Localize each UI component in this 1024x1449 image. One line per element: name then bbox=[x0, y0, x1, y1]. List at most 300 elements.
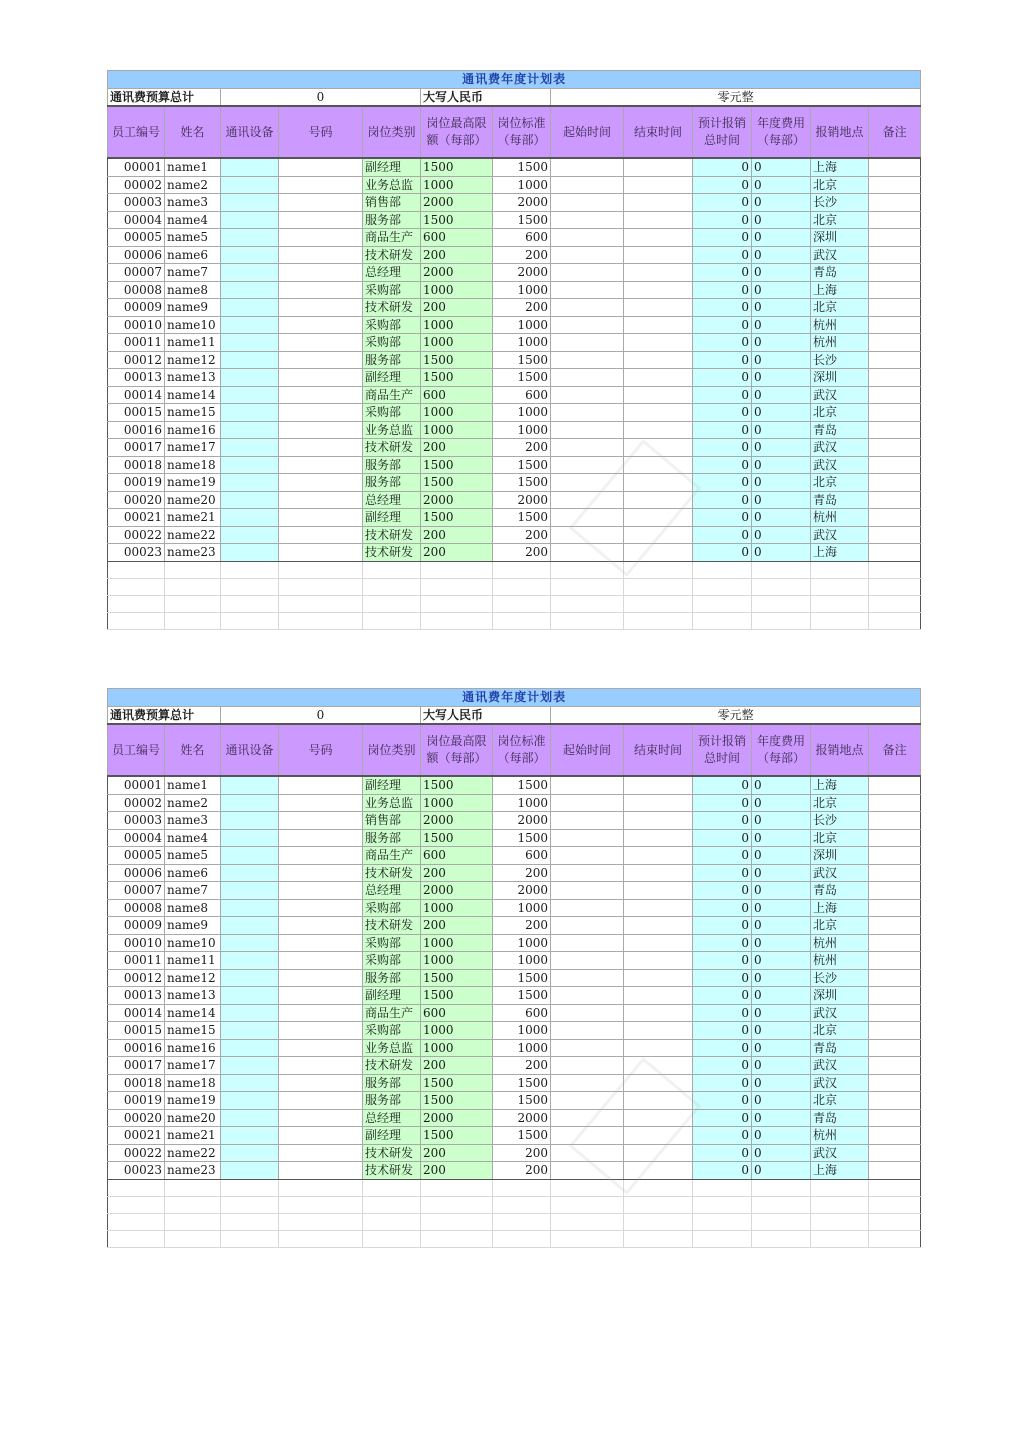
cell-max-limit[interactable]: 600 bbox=[421, 1004, 493, 1022]
cell-name[interactable]: name18 bbox=[165, 456, 221, 474]
cell-max-limit[interactable]: 1000 bbox=[421, 934, 493, 952]
cell-number[interactable] bbox=[279, 456, 363, 474]
blank-cell[interactable] bbox=[165, 1230, 221, 1247]
blank-cell[interactable] bbox=[869, 595, 921, 612]
blank-cell[interactable] bbox=[752, 612, 811, 629]
cell-employee-id[interactable]: 00021 bbox=[108, 509, 165, 527]
cell-total-time[interactable]: 0 bbox=[693, 1162, 752, 1180]
cell-end-time[interactable] bbox=[624, 794, 693, 812]
cell-max-limit[interactable]: 200 bbox=[421, 299, 493, 317]
cell-start-time[interactable] bbox=[551, 1162, 624, 1180]
cell-start-time[interactable] bbox=[551, 882, 624, 900]
cell-number[interactable] bbox=[279, 334, 363, 352]
cell-annual-fee[interactable]: 0 bbox=[752, 526, 811, 544]
cell-device[interactable] bbox=[221, 299, 279, 317]
cell-category[interactable]: 采购部 bbox=[363, 934, 421, 952]
cell-max-limit[interactable]: 1000 bbox=[421, 899, 493, 917]
blank-cell[interactable] bbox=[693, 1196, 752, 1213]
cell-device[interactable] bbox=[221, 1144, 279, 1162]
cell-end-time[interactable] bbox=[624, 404, 693, 422]
cell-total-time[interactable]: 0 bbox=[693, 794, 752, 812]
cell-number[interactable] bbox=[279, 864, 363, 882]
blank-cell[interactable] bbox=[165, 1179, 221, 1196]
cell-annual-fee[interactable]: 0 bbox=[752, 1127, 811, 1145]
cell-category[interactable]: 技术研发 bbox=[363, 299, 421, 317]
cell-max-limit[interactable]: 200 bbox=[421, 526, 493, 544]
cell-name[interactable]: name8 bbox=[165, 899, 221, 917]
cell-number[interactable] bbox=[279, 404, 363, 422]
cell-device[interactable] bbox=[221, 439, 279, 457]
cell-employee-id[interactable]: 00012 bbox=[108, 351, 165, 369]
cell-annual-fee[interactable]: 0 bbox=[752, 1162, 811, 1180]
cell-number[interactable] bbox=[279, 229, 363, 247]
cell-employee-id[interactable]: 00016 bbox=[108, 1039, 165, 1057]
cell-start-time[interactable] bbox=[551, 794, 624, 812]
cell-device[interactable] bbox=[221, 369, 279, 387]
blank-cell[interactable] bbox=[551, 1230, 624, 1247]
cell-category[interactable]: 服务部 bbox=[363, 969, 421, 987]
cell-name[interactable]: name4 bbox=[165, 829, 221, 847]
cell-max-limit[interactable]: 2000 bbox=[421, 491, 493, 509]
cell-annual-fee[interactable]: 0 bbox=[752, 474, 811, 492]
cell-device[interactable] bbox=[221, 1039, 279, 1057]
cell-max-limit[interactable]: 600 bbox=[421, 847, 493, 865]
cell-annual-fee[interactable]: 0 bbox=[752, 194, 811, 212]
cell-device[interactable] bbox=[221, 544, 279, 562]
cell-number[interactable] bbox=[279, 526, 363, 544]
cell-max-limit[interactable]: 200 bbox=[421, 1162, 493, 1180]
cell-remarks[interactable] bbox=[869, 246, 921, 264]
blank-cell[interactable] bbox=[165, 578, 221, 595]
cell-total-time[interactable]: 0 bbox=[693, 229, 752, 247]
cell-annual-fee[interactable]: 0 bbox=[752, 864, 811, 882]
blank-cell[interactable] bbox=[421, 561, 493, 578]
cell-employee-id[interactable]: 00022 bbox=[108, 526, 165, 544]
cell-end-time[interactable] bbox=[624, 176, 693, 194]
cell-start-time[interactable] bbox=[551, 316, 624, 334]
cell-category[interactable]: 技术研发 bbox=[363, 439, 421, 457]
cell-employee-id[interactable]: 00002 bbox=[108, 176, 165, 194]
cell-total-time[interactable]: 0 bbox=[693, 899, 752, 917]
blank-cell[interactable] bbox=[493, 612, 551, 629]
cell-location[interactable]: 青岛 bbox=[811, 1039, 869, 1057]
cell-name[interactable]: name15 bbox=[165, 1022, 221, 1040]
cell-remarks[interactable] bbox=[869, 987, 921, 1005]
cell-total-time[interactable]: 0 bbox=[693, 882, 752, 900]
cell-name[interactable]: name9 bbox=[165, 299, 221, 317]
cell-total-time[interactable]: 0 bbox=[693, 969, 752, 987]
cell-number[interactable] bbox=[279, 969, 363, 987]
cell-annual-fee[interactable]: 0 bbox=[752, 794, 811, 812]
blank-cell[interactable] bbox=[693, 612, 752, 629]
cell-end-time[interactable] bbox=[624, 544, 693, 562]
cell-total-time[interactable]: 0 bbox=[693, 194, 752, 212]
cell-device[interactable] bbox=[221, 917, 279, 935]
cell-category[interactable]: 技术研发 bbox=[363, 1144, 421, 1162]
cell-end-time[interactable] bbox=[624, 509, 693, 527]
cell-annual-fee[interactable]: 0 bbox=[752, 969, 811, 987]
cell-start-time[interactable] bbox=[551, 952, 624, 970]
cell-location[interactable]: 武汉 bbox=[811, 386, 869, 404]
cell-start-time[interactable] bbox=[551, 934, 624, 952]
cell-remarks[interactable] bbox=[869, 211, 921, 229]
blank-cell[interactable] bbox=[869, 578, 921, 595]
cell-max-limit[interactable]: 1500 bbox=[421, 776, 493, 794]
cell-name[interactable]: name22 bbox=[165, 1144, 221, 1162]
blank-cell[interactable] bbox=[493, 1196, 551, 1213]
cell-standard[interactable]: 600 bbox=[493, 847, 551, 865]
cell-end-time[interactable] bbox=[624, 934, 693, 952]
blank-cell[interactable] bbox=[811, 1179, 869, 1196]
blank-cell[interactable] bbox=[108, 561, 165, 578]
cell-remarks[interactable] bbox=[869, 1092, 921, 1110]
cell-end-time[interactable] bbox=[624, 952, 693, 970]
cell-employee-id[interactable]: 00004 bbox=[108, 829, 165, 847]
blank-cell[interactable] bbox=[363, 578, 421, 595]
cell-category[interactable]: 服务部 bbox=[363, 211, 421, 229]
cell-location[interactable]: 武汉 bbox=[811, 864, 869, 882]
blank-cell[interactable] bbox=[279, 1179, 363, 1196]
blank-cell[interactable] bbox=[493, 578, 551, 595]
blank-cell[interactable] bbox=[279, 561, 363, 578]
blank-cell[interactable] bbox=[869, 1213, 921, 1230]
cell-total-time[interactable]: 0 bbox=[693, 176, 752, 194]
cell-location[interactable]: 北京 bbox=[811, 1022, 869, 1040]
cell-location[interactable]: 长沙 bbox=[811, 812, 869, 830]
cell-total-time[interactable]: 0 bbox=[693, 847, 752, 865]
cell-start-time[interactable] bbox=[551, 1004, 624, 1022]
cell-max-limit[interactable]: 1000 bbox=[421, 421, 493, 439]
cell-employee-id[interactable]: 00014 bbox=[108, 1004, 165, 1022]
cell-start-time[interactable] bbox=[551, 969, 624, 987]
cell-category[interactable]: 采购部 bbox=[363, 316, 421, 334]
blank-cell[interactable] bbox=[221, 1230, 279, 1247]
blank-cell[interactable] bbox=[811, 561, 869, 578]
cell-location[interactable]: 青岛 bbox=[811, 1109, 869, 1127]
cell-start-time[interactable] bbox=[551, 299, 624, 317]
cell-max-limit[interactable]: 2000 bbox=[421, 1109, 493, 1127]
cell-annual-fee[interactable]: 0 bbox=[752, 987, 811, 1005]
cell-employee-id[interactable]: 00002 bbox=[108, 794, 165, 812]
cell-remarks[interactable] bbox=[869, 194, 921, 212]
cell-max-limit[interactable]: 1500 bbox=[421, 211, 493, 229]
blank-cell[interactable] bbox=[165, 595, 221, 612]
cell-name[interactable]: name1 bbox=[165, 158, 221, 176]
cell-location[interactable]: 武汉 bbox=[811, 456, 869, 474]
cell-location[interactable]: 北京 bbox=[811, 829, 869, 847]
cell-number[interactable] bbox=[279, 776, 363, 794]
cell-device[interactable] bbox=[221, 812, 279, 830]
cell-max-limit[interactable]: 2000 bbox=[421, 264, 493, 282]
budget-value[interactable]: 0 bbox=[221, 706, 421, 724]
blank-cell[interactable] bbox=[363, 1179, 421, 1196]
cell-remarks[interactable] bbox=[869, 281, 921, 299]
cell-max-limit[interactable]: 1500 bbox=[421, 1127, 493, 1145]
cell-total-time[interactable]: 0 bbox=[693, 474, 752, 492]
cell-location[interactable]: 深圳 bbox=[811, 847, 869, 865]
cell-end-time[interactable] bbox=[624, 847, 693, 865]
cell-start-time[interactable] bbox=[551, 812, 624, 830]
cell-employee-id[interactable]: 00013 bbox=[108, 987, 165, 1005]
cell-location[interactable]: 深圳 bbox=[811, 229, 869, 247]
blank-cell[interactable] bbox=[752, 1196, 811, 1213]
cell-max-limit[interactable]: 1000 bbox=[421, 952, 493, 970]
cell-annual-fee[interactable]: 0 bbox=[752, 829, 811, 847]
cell-total-time[interactable]: 0 bbox=[693, 1057, 752, 1075]
cell-employee-id[interactable]: 00014 bbox=[108, 386, 165, 404]
cell-remarks[interactable] bbox=[869, 1144, 921, 1162]
cell-start-time[interactable] bbox=[551, 1144, 624, 1162]
cell-name[interactable]: name11 bbox=[165, 952, 221, 970]
blank-cell[interactable] bbox=[363, 612, 421, 629]
cell-number[interactable] bbox=[279, 509, 363, 527]
cell-max-limit[interactable]: 2000 bbox=[421, 812, 493, 830]
cell-location[interactable]: 上海 bbox=[811, 281, 869, 299]
blank-cell[interactable] bbox=[869, 612, 921, 629]
cell-employee-id[interactable]: 00001 bbox=[108, 158, 165, 176]
cell-start-time[interactable] bbox=[551, 474, 624, 492]
cell-device[interactable] bbox=[221, 934, 279, 952]
cell-annual-fee[interactable]: 0 bbox=[752, 281, 811, 299]
cell-total-time[interactable]: 0 bbox=[693, 526, 752, 544]
blank-cell[interactable] bbox=[693, 1179, 752, 1196]
cell-number[interactable] bbox=[279, 987, 363, 1005]
cell-device[interactable] bbox=[221, 847, 279, 865]
blank-cell[interactable] bbox=[279, 1230, 363, 1247]
cell-remarks[interactable] bbox=[869, 864, 921, 882]
cell-annual-fee[interactable]: 0 bbox=[752, 899, 811, 917]
blank-cell[interactable] bbox=[108, 1213, 165, 1230]
cell-number[interactable] bbox=[279, 211, 363, 229]
cell-number[interactable] bbox=[279, 952, 363, 970]
cell-standard[interactable]: 1500 bbox=[493, 211, 551, 229]
cell-start-time[interactable] bbox=[551, 509, 624, 527]
cell-standard[interactable]: 200 bbox=[493, 1057, 551, 1075]
cell-annual-fee[interactable]: 0 bbox=[752, 158, 811, 176]
cell-category[interactable]: 副经理 bbox=[363, 369, 421, 387]
cell-number[interactable] bbox=[279, 264, 363, 282]
cell-name[interactable]: name10 bbox=[165, 316, 221, 334]
cell-remarks[interactable] bbox=[869, 229, 921, 247]
cell-start-time[interactable] bbox=[551, 369, 624, 387]
cell-employee-id[interactable]: 00015 bbox=[108, 1022, 165, 1040]
cell-annual-fee[interactable]: 0 bbox=[752, 404, 811, 422]
cell-end-time[interactable] bbox=[624, 229, 693, 247]
cell-max-limit[interactable]: 1500 bbox=[421, 1074, 493, 1092]
cell-standard[interactable]: 1500 bbox=[493, 369, 551, 387]
blank-cell[interactable] bbox=[108, 1179, 165, 1196]
cell-location[interactable]: 青岛 bbox=[811, 421, 869, 439]
blank-cell[interactable] bbox=[221, 595, 279, 612]
cell-location[interactable]: 上海 bbox=[811, 776, 869, 794]
cell-standard[interactable]: 1500 bbox=[493, 776, 551, 794]
cell-location[interactable]: 上海 bbox=[811, 158, 869, 176]
blank-cell[interactable] bbox=[752, 578, 811, 595]
cell-device[interactable] bbox=[221, 509, 279, 527]
cell-device[interactable] bbox=[221, 882, 279, 900]
cell-employee-id[interactable]: 00005 bbox=[108, 229, 165, 247]
cell-remarks[interactable] bbox=[869, 386, 921, 404]
cell-total-time[interactable]: 0 bbox=[693, 439, 752, 457]
cell-remarks[interactable] bbox=[869, 509, 921, 527]
cell-end-time[interactable] bbox=[624, 299, 693, 317]
cell-location[interactable]: 深圳 bbox=[811, 369, 869, 387]
cell-remarks[interactable] bbox=[869, 544, 921, 562]
cell-device[interactable] bbox=[221, 829, 279, 847]
cell-annual-fee[interactable]: 0 bbox=[752, 491, 811, 509]
cell-location[interactable]: 杭州 bbox=[811, 952, 869, 970]
cell-standard[interactable]: 1500 bbox=[493, 474, 551, 492]
cell-start-time[interactable] bbox=[551, 1074, 624, 1092]
cell-employee-id[interactable]: 00003 bbox=[108, 812, 165, 830]
cell-standard[interactable]: 1000 bbox=[493, 404, 551, 422]
cell-max-limit[interactable]: 1000 bbox=[421, 334, 493, 352]
cell-annual-fee[interactable]: 0 bbox=[752, 1109, 811, 1127]
blank-cell[interactable] bbox=[624, 595, 693, 612]
cell-annual-fee[interactable]: 0 bbox=[752, 229, 811, 247]
cell-location[interactable]: 杭州 bbox=[811, 509, 869, 527]
cell-employee-id[interactable]: 00010 bbox=[108, 316, 165, 334]
cell-device[interactable] bbox=[221, 211, 279, 229]
blank-cell[interactable] bbox=[811, 595, 869, 612]
cell-remarks[interactable] bbox=[869, 1004, 921, 1022]
cell-name[interactable]: name19 bbox=[165, 1092, 221, 1110]
blank-cell[interactable] bbox=[551, 595, 624, 612]
cell-standard[interactable]: 1500 bbox=[493, 158, 551, 176]
cell-total-time[interactable]: 0 bbox=[693, 1092, 752, 1110]
cell-location[interactable]: 长沙 bbox=[811, 194, 869, 212]
cell-total-time[interactable]: 0 bbox=[693, 404, 752, 422]
cell-name[interactable]: name7 bbox=[165, 882, 221, 900]
cell-employee-id[interactable]: 00013 bbox=[108, 369, 165, 387]
cell-max-limit[interactable]: 1000 bbox=[421, 794, 493, 812]
cell-category[interactable]: 采购部 bbox=[363, 404, 421, 422]
cell-device[interactable] bbox=[221, 491, 279, 509]
cell-employee-id[interactable]: 00006 bbox=[108, 864, 165, 882]
cell-end-time[interactable] bbox=[624, 812, 693, 830]
cell-location[interactable]: 武汉 bbox=[811, 246, 869, 264]
cell-max-limit[interactable]: 600 bbox=[421, 386, 493, 404]
cell-annual-fee[interactable]: 0 bbox=[752, 369, 811, 387]
cell-annual-fee[interactable]: 0 bbox=[752, 439, 811, 457]
cell-standard[interactable]: 1500 bbox=[493, 456, 551, 474]
cell-name[interactable]: name23 bbox=[165, 1162, 221, 1180]
cell-employee-id[interactable]: 00005 bbox=[108, 847, 165, 865]
cell-device[interactable] bbox=[221, 351, 279, 369]
cell-location[interactable]: 上海 bbox=[811, 544, 869, 562]
cell-location[interactable]: 北京 bbox=[811, 474, 869, 492]
cell-name[interactable]: name19 bbox=[165, 474, 221, 492]
blank-cell[interactable] bbox=[421, 1213, 493, 1230]
cell-max-limit[interactable]: 1500 bbox=[421, 509, 493, 527]
cell-max-limit[interactable]: 1000 bbox=[421, 404, 493, 422]
cell-device[interactable] bbox=[221, 1162, 279, 1180]
cell-name[interactable]: name8 bbox=[165, 281, 221, 299]
cell-max-limit[interactable]: 1000 bbox=[421, 1039, 493, 1057]
blank-cell[interactable] bbox=[108, 595, 165, 612]
cell-location[interactable]: 武汉 bbox=[811, 439, 869, 457]
cell-standard[interactable]: 2000 bbox=[493, 882, 551, 900]
cell-start-time[interactable] bbox=[551, 1057, 624, 1075]
cell-employee-id[interactable]: 00007 bbox=[108, 882, 165, 900]
cell-standard[interactable]: 1000 bbox=[493, 421, 551, 439]
cell-remarks[interactable] bbox=[869, 934, 921, 952]
cell-name[interactable]: name5 bbox=[165, 229, 221, 247]
cell-location[interactable]: 青岛 bbox=[811, 491, 869, 509]
cell-remarks[interactable] bbox=[869, 351, 921, 369]
cell-end-time[interactable] bbox=[624, 829, 693, 847]
cell-total-time[interactable]: 0 bbox=[693, 1074, 752, 1092]
blank-cell[interactable] bbox=[624, 578, 693, 595]
cell-start-time[interactable] bbox=[551, 899, 624, 917]
cell-max-limit[interactable]: 1500 bbox=[421, 158, 493, 176]
cell-device[interactable] bbox=[221, 899, 279, 917]
cell-remarks[interactable] bbox=[869, 1057, 921, 1075]
blank-cell[interactable] bbox=[752, 595, 811, 612]
blank-cell[interactable] bbox=[221, 1179, 279, 1196]
cell-employee-id[interactable]: 00018 bbox=[108, 456, 165, 474]
cell-name[interactable]: name13 bbox=[165, 369, 221, 387]
blank-cell[interactable] bbox=[624, 1230, 693, 1247]
cell-annual-fee[interactable]: 0 bbox=[752, 1004, 811, 1022]
cell-name[interactable]: name3 bbox=[165, 812, 221, 830]
cell-start-time[interactable] bbox=[551, 1022, 624, 1040]
cell-end-time[interactable] bbox=[624, 369, 693, 387]
cell-device[interactable] bbox=[221, 334, 279, 352]
blank-cell[interactable] bbox=[624, 561, 693, 578]
cell-annual-fee[interactable]: 0 bbox=[752, 351, 811, 369]
cell-remarks[interactable] bbox=[869, 952, 921, 970]
cell-standard[interactable]: 200 bbox=[493, 1144, 551, 1162]
cell-total-time[interactable]: 0 bbox=[693, 864, 752, 882]
cell-end-time[interactable] bbox=[624, 351, 693, 369]
cell-number[interactable] bbox=[279, 1144, 363, 1162]
cell-name[interactable]: name9 bbox=[165, 917, 221, 935]
cell-number[interactable] bbox=[279, 1004, 363, 1022]
cell-name[interactable]: name18 bbox=[165, 1074, 221, 1092]
cell-category[interactable]: 销售部 bbox=[363, 194, 421, 212]
cell-start-time[interactable] bbox=[551, 1092, 624, 1110]
cell-max-limit[interactable]: 1500 bbox=[421, 351, 493, 369]
cell-start-time[interactable] bbox=[551, 439, 624, 457]
cell-location[interactable]: 北京 bbox=[811, 794, 869, 812]
blank-cell[interactable] bbox=[869, 1230, 921, 1247]
cell-annual-fee[interactable]: 0 bbox=[752, 1022, 811, 1040]
cell-number[interactable] bbox=[279, 439, 363, 457]
cell-name[interactable]: name1 bbox=[165, 776, 221, 794]
blank-cell[interactable] bbox=[551, 612, 624, 629]
blank-cell[interactable] bbox=[279, 1196, 363, 1213]
cell-start-time[interactable] bbox=[551, 281, 624, 299]
cell-remarks[interactable] bbox=[869, 917, 921, 935]
cell-standard[interactable]: 1500 bbox=[493, 969, 551, 987]
cell-category[interactable]: 业务总监 bbox=[363, 794, 421, 812]
cell-location[interactable]: 杭州 bbox=[811, 934, 869, 952]
cell-number[interactable] bbox=[279, 1092, 363, 1110]
cell-category[interactable]: 技术研发 bbox=[363, 1057, 421, 1075]
cell-number[interactable] bbox=[279, 491, 363, 509]
blank-cell[interactable] bbox=[279, 595, 363, 612]
cell-employee-id[interactable]: 00021 bbox=[108, 1127, 165, 1145]
budget-value[interactable]: 0 bbox=[221, 88, 421, 106]
cell-name[interactable]: name22 bbox=[165, 526, 221, 544]
cell-standard[interactable]: 1000 bbox=[493, 899, 551, 917]
cell-total-time[interactable]: 0 bbox=[693, 386, 752, 404]
cell-total-time[interactable]: 0 bbox=[693, 1022, 752, 1040]
cell-number[interactable] bbox=[279, 386, 363, 404]
blank-cell[interactable] bbox=[811, 578, 869, 595]
cell-location[interactable]: 杭州 bbox=[811, 1127, 869, 1145]
